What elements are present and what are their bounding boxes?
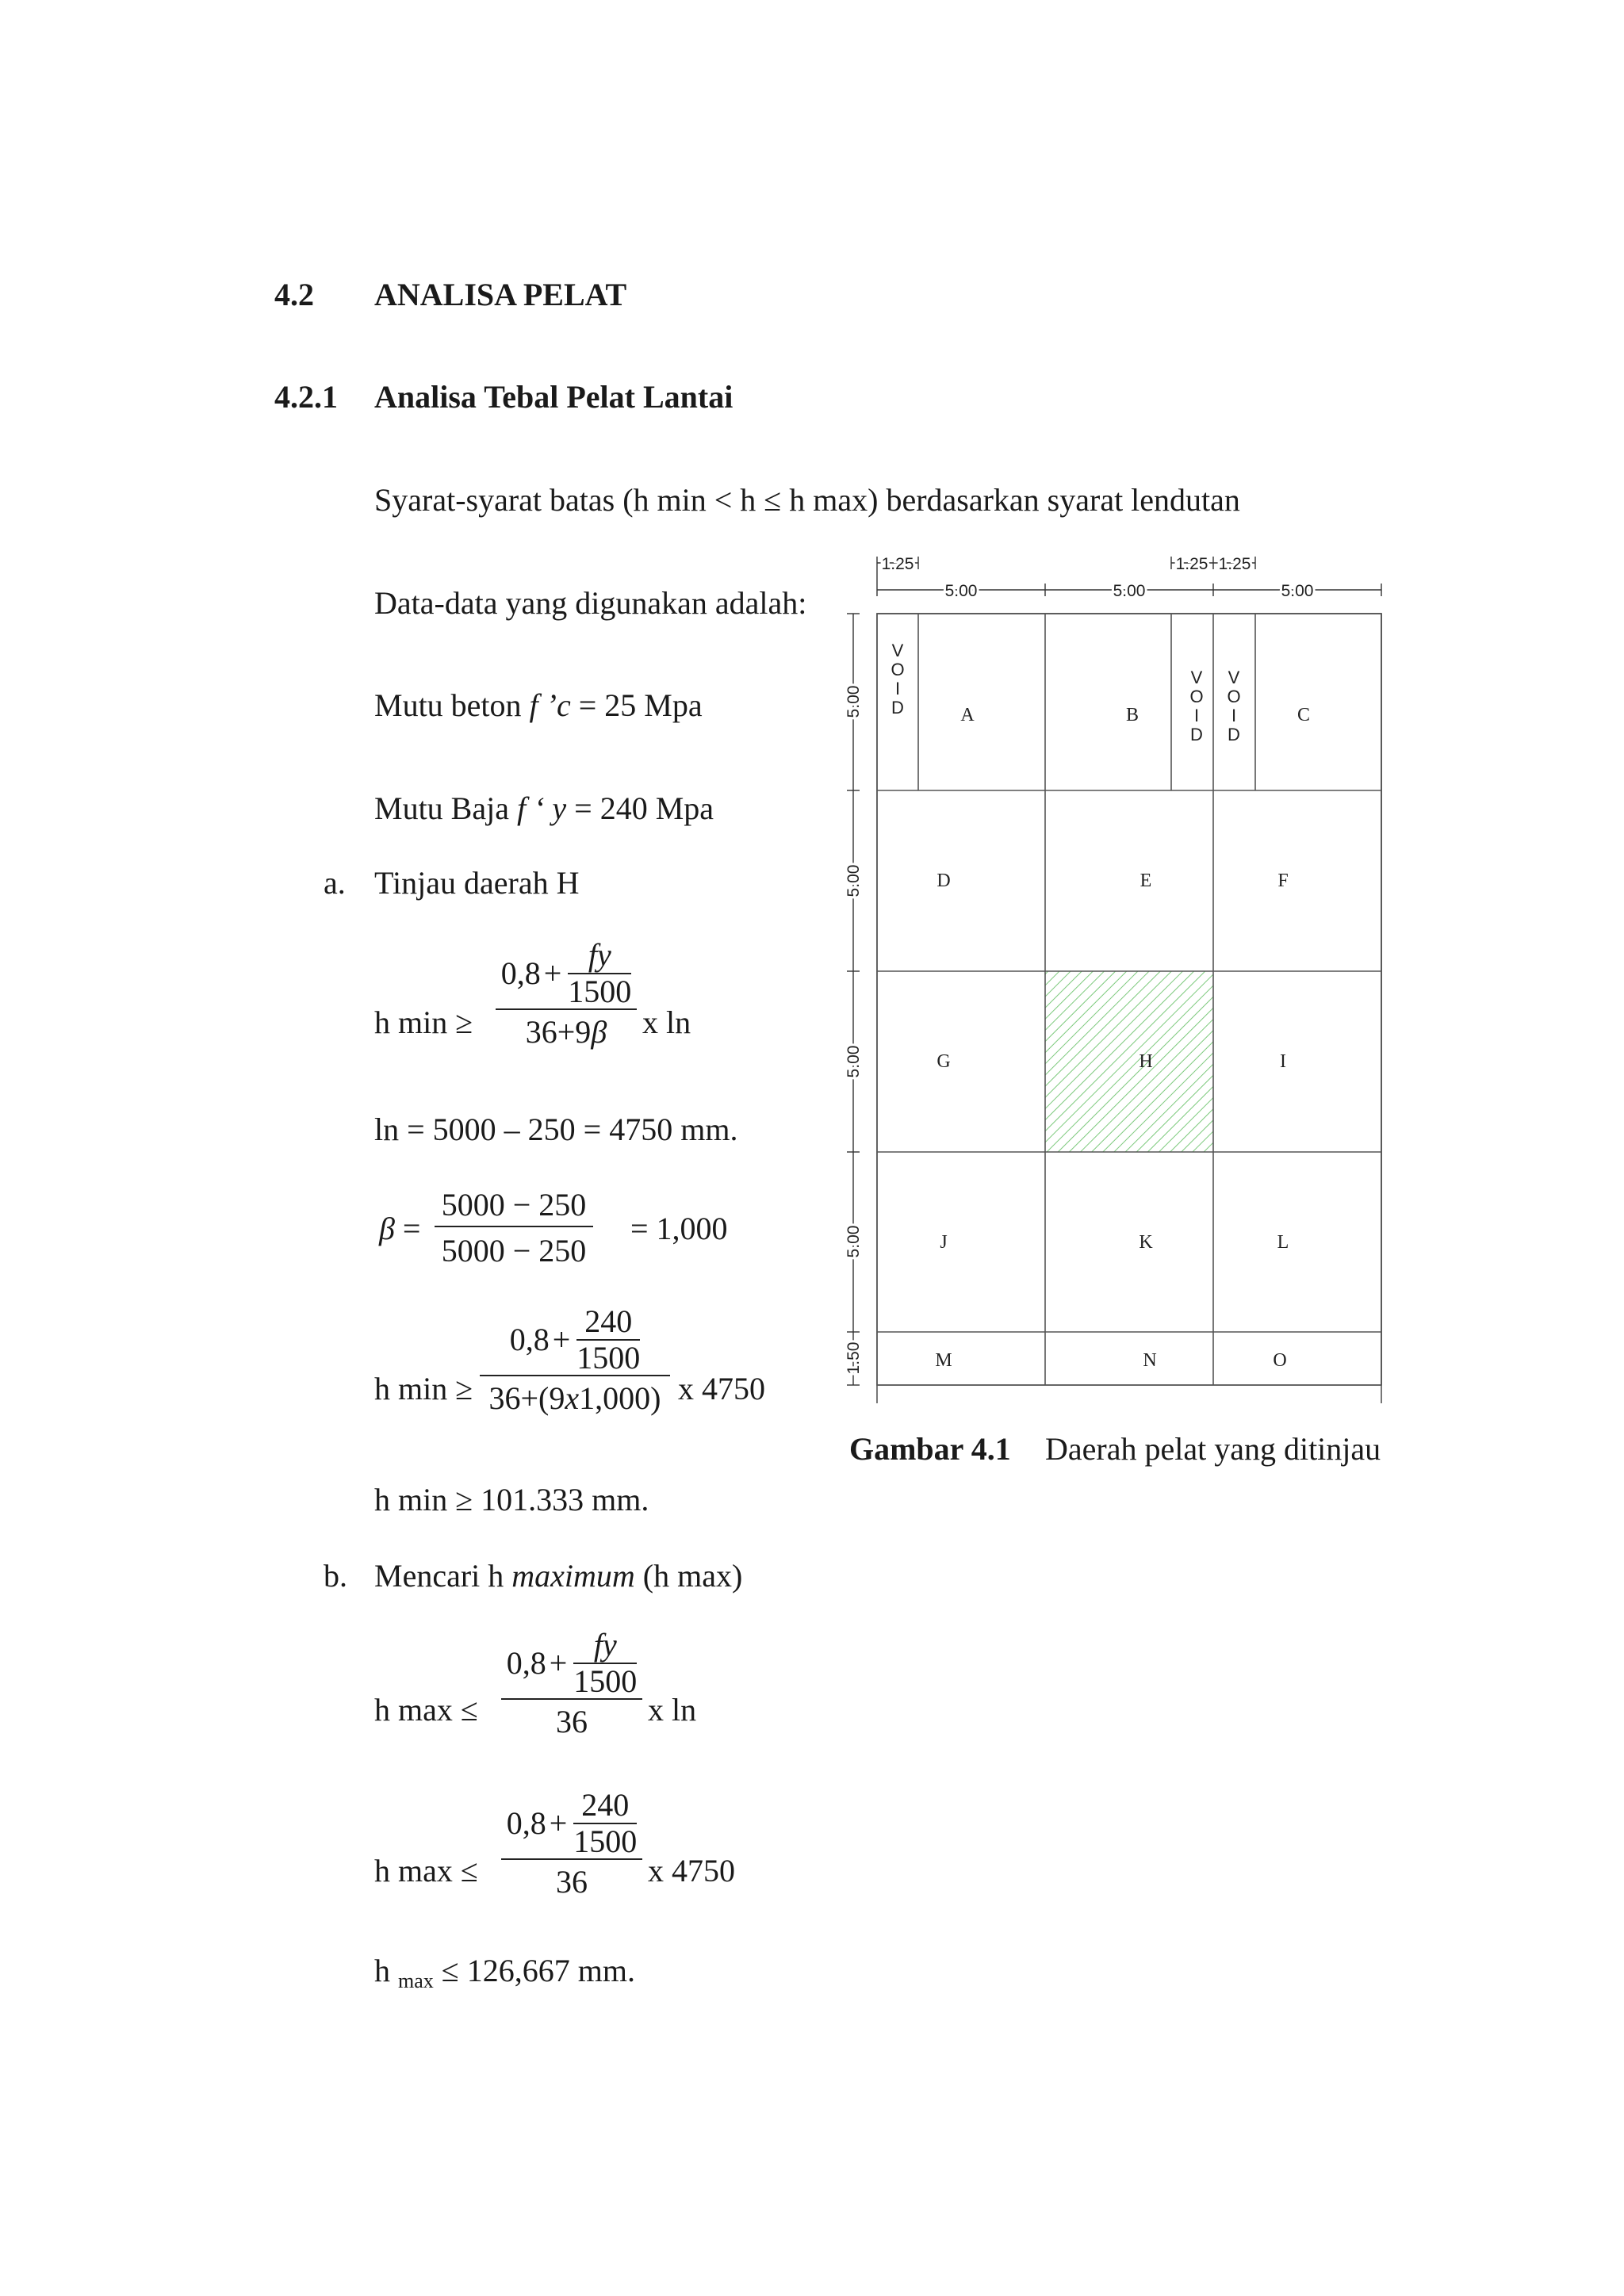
void-right-i: I: [1231, 706, 1237, 725]
item-b-text: Mencari h maximum (h max): [374, 1558, 743, 1594]
void-mid-v: V: [1190, 668, 1203, 687]
section-title: ANALISA PELAT: [374, 277, 627, 312]
dim-row-2: 5.00: [845, 864, 863, 897]
panel-b: B: [1125, 705, 1139, 725]
mutu-beton: Mutu beton f ’c = 25 Mpa: [374, 687, 703, 723]
panel-a: A: [960, 705, 975, 725]
panel-m: M: [935, 1350, 952, 1371]
panel-h-highlight: [1045, 971, 1213, 1152]
hmin-calc-lhs: h min ≥: [374, 1371, 473, 1406]
item-a-text: Tinjau daerah H: [374, 865, 580, 901]
hmax-numerator: 0,8 + $\frac{fy}{1500}$: [506, 1627, 638, 1699]
hmax-calc-denominator: 36: [556, 1864, 588, 1900]
figure-caption-text: Daerah pelat yang ditinjau: [1045, 1431, 1381, 1467]
void-mid-i: I: [1193, 706, 1200, 725]
void-left-v: V: [891, 641, 904, 660]
hmax-result: h $_{max}$ ≤ 126,667 mm.: [374, 1953, 635, 1992]
beta-result: = 1,000: [630, 1211, 728, 1246]
dim-row-1: 5.00: [845, 685, 863, 718]
void-left-d: D: [891, 698, 904, 718]
left-dimension-lines: [847, 614, 860, 1385]
void-left-o: O: [891, 660, 905, 679]
panel-o: O: [1273, 1350, 1287, 1371]
void-mid-o: O: [1189, 687, 1204, 706]
dim-col-3: 5.00: [1281, 582, 1314, 600]
void-left-i: I: [894, 679, 901, 698]
hmin-calc-formula: [480, 1303, 670, 1416]
panel-f: F: [1277, 871, 1289, 891]
hmin-numerator: 0,8 + $\frac{fy}{1500}$: [500, 937, 632, 1009]
hmax-formula: [501, 1627, 642, 1739]
hmin-formula-lhs: h min ≥: [374, 1004, 473, 1040]
intro-text: Syarat-syarat batas (h min < h ≤ h max) berdasarkan syarat lendutan: [374, 482, 1240, 518]
hmax-formula-tail: x ln: [648, 1692, 697, 1728]
hmax-calc-lhs: h max ≤: [374, 1853, 478, 1888]
ln-line: ln = 5000 – 250 = 4750 mm.: [374, 1112, 738, 1147]
hmin-calc-numerator: 0,8 + $\frac{240}{1500}$: [509, 1303, 641, 1376]
panel-j: J: [940, 1232, 948, 1253]
item-a-marker: a.: [324, 865, 346, 901]
plate-layout-figure: [833, 547, 1404, 1403]
hmax-formula-lhs: h max ≤: [374, 1692, 478, 1728]
hmin-result: h min ≥ 101.333 mm.: [374, 1482, 649, 1517]
panel-e: E: [1139, 871, 1152, 891]
void-right-v: V: [1228, 668, 1240, 687]
subsection-number: 4.2.1: [274, 379, 338, 415]
panel-d: D: [936, 871, 951, 891]
dim-col-2: 5.00: [1113, 582, 1146, 600]
beta-symbol: β =: [379, 1211, 421, 1246]
hmax-calc-formula: [501, 1787, 642, 1900]
panel-c: C: [1297, 705, 1311, 725]
section-number: 4.2: [274, 277, 314, 312]
hmin-formula-tail: x ln: [642, 1004, 691, 1040]
void-mid-d: D: [1190, 725, 1203, 744]
dim-col-1: 5.00: [944, 582, 978, 600]
hmin-calc-tail: x 4750: [678, 1371, 765, 1406]
panel-l: L: [1277, 1232, 1289, 1253]
hmax-calc-numerator: 0,8 + $\frac{240}{1500}$: [506, 1787, 638, 1859]
void-right-d: D: [1228, 725, 1240, 744]
subsection-title: Analisa Tebal Pelat Lantai: [374, 379, 733, 415]
void-right-o: O: [1227, 687, 1241, 706]
mutu-baja: Mutu Baja f ‘ y = 240 Mpa: [374, 790, 714, 826]
panel-h: H: [1139, 1051, 1153, 1072]
dim-void-3: 1.25: [1218, 555, 1251, 573]
dim-row-3: 5.00: [845, 1045, 863, 1078]
hmin-calc-denominator: 36+(9x1,000): [488, 1380, 661, 1416]
panel-k: K: [1139, 1232, 1153, 1253]
panel-i: I: [1280, 1051, 1286, 1072]
dim-row-4: 5.00: [845, 1225, 863, 1258]
data-heading: Data-data yang digunakan adalah:: [374, 585, 807, 621]
figure-caption-label: Gambar 4.1: [849, 1431, 1011, 1467]
hmin-formula: [496, 937, 637, 1050]
hmax-denominator: 36: [556, 1704, 588, 1739]
hmin-denominator: 36+9β: [525, 1014, 607, 1050]
hmax-calc-tail: x 4750: [648, 1853, 735, 1888]
panel-g: G: [936, 1051, 951, 1072]
dim-void-2: 1.25: [1175, 555, 1208, 573]
dim-row-5: 1.50: [845, 1341, 863, 1375]
panel-n: N: [1143, 1350, 1157, 1371]
beta-fraction: 5000 − 250 5000 − 250: [435, 1189, 593, 1267]
item-b-marker: b.: [324, 1558, 347, 1594]
dim-void-1: 1.25: [881, 555, 914, 573]
